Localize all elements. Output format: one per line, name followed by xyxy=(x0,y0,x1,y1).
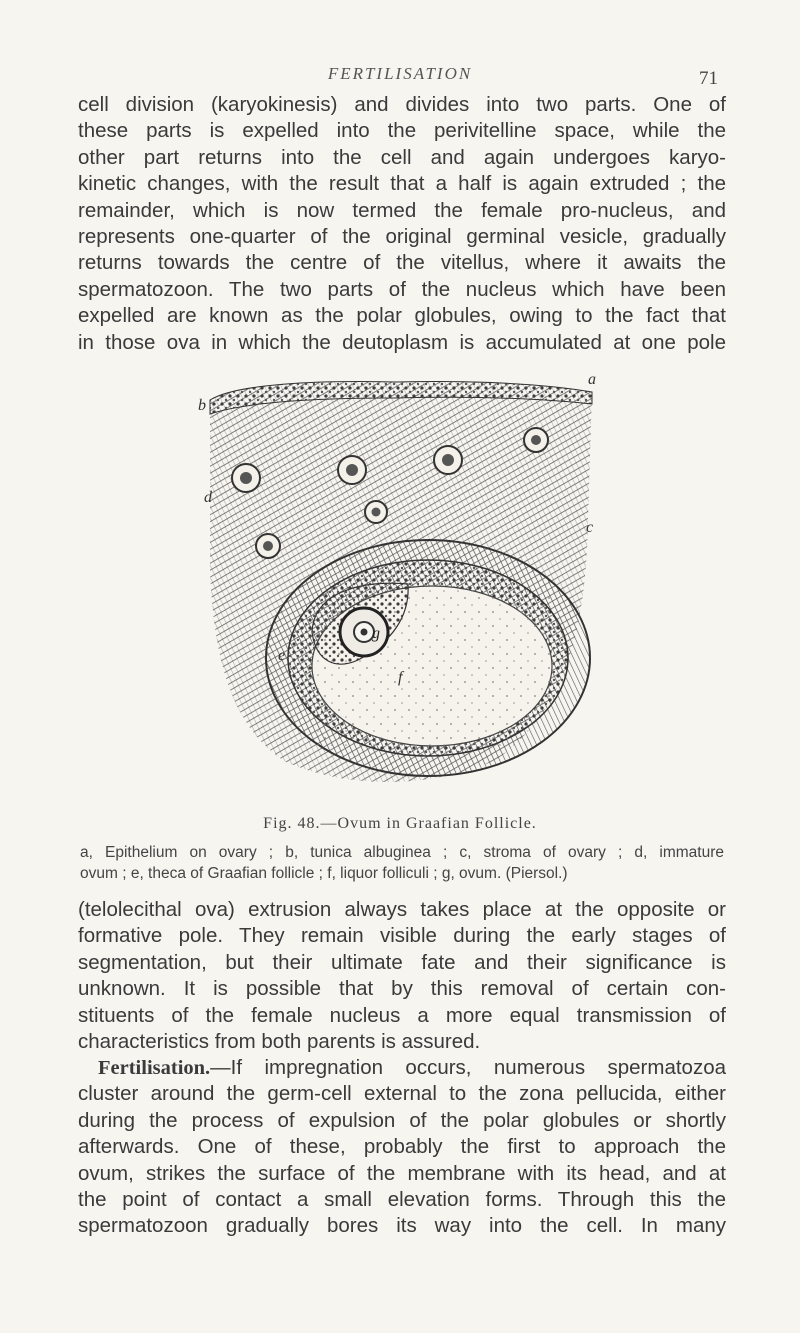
label-d: d xyxy=(204,489,212,506)
legend-line: a, Epithelium on ovary ; b, tunica albuginea ; c, stroma of ovary ; d, immature xyxy=(80,844,724,861)
text-line: the point of contact a small elevation forms. Through this the xyxy=(78,1188,726,1212)
label-a: a xyxy=(588,371,596,388)
text-line: segmentation, but their ultimate fate and their significance is xyxy=(78,950,726,974)
text-line: returns towards the centre of the vitellus, where it awaits the xyxy=(78,251,726,275)
text-line: other part returns into the cell and again undergoes karyo- xyxy=(78,145,726,169)
page-number: 71 xyxy=(699,68,718,89)
text-line: cluster around the germ-cell external to the zona pellucida, either xyxy=(78,1082,726,1106)
text-line: stituents of the female nucleus a more equal transmission of xyxy=(78,1003,726,1027)
text-line: spermatozoon gradually bores its way into the cell. In many xyxy=(78,1214,726,1238)
paragraph-polar-globules xyxy=(78,92,726,356)
legend-line: ovum ; e, theca of Graafian follicle ; f, liquor folliculi ; g, ovum. (Piersol.) xyxy=(80,865,568,882)
label-c: c xyxy=(586,519,594,536)
text-line: afterwards. One of these, probably the first to approach the xyxy=(78,1135,726,1159)
text-line: characteristics from both parents is assured. xyxy=(78,1030,481,1054)
section-heading: Fertilisation. xyxy=(98,1057,211,1079)
text-line: in those ova in which the deutoplasm is accumulated at one pole xyxy=(78,330,726,354)
paragraph-fertilisation xyxy=(78,1055,726,1240)
running-title: FERTILISATION xyxy=(327,64,473,83)
text-line: ovum, strikes the surface of the membrane with its head, and at xyxy=(78,1161,726,1185)
text-line: kinetic changes, with the result that a half is again extruded ; the xyxy=(78,172,726,196)
text-line xyxy=(78,1055,726,1081)
text-line: formative pole. They remain visible during the early stages of xyxy=(78,924,726,948)
label-g: g xyxy=(372,625,380,642)
figure-legend xyxy=(80,842,724,884)
label-b: b xyxy=(198,397,206,414)
text-line: during the process of expulsion of the polar globules or shortly xyxy=(78,1108,726,1132)
text-line: these parts is expelled into the perivitelline space, while the xyxy=(78,119,726,143)
text-run: —If impregnation occurs, numerous spermatozoa xyxy=(210,1056,726,1079)
label-e: e xyxy=(278,647,286,664)
text-line: remainder, which is now termed the female pro-nucleus, and xyxy=(78,198,726,222)
text-line: expelled are known as the polar globules, owing to the fact that xyxy=(78,304,726,328)
text-line: unknown. It is possible that by this removal of certain con- xyxy=(78,977,726,1001)
paragraph-telolecithal xyxy=(78,897,726,1055)
label-f: f xyxy=(398,669,403,686)
text-line: spermatozoon. The two parts of the nucleus which have been xyxy=(78,277,726,301)
figure-ovum-in-graafian-follicle xyxy=(196,370,606,795)
text-line: cell division (karyokinesis) and divides into two parts. One of xyxy=(78,93,726,116)
text-line: (telolecithal ova) extrusion always takes place at the opposite or xyxy=(78,898,726,921)
ovum-illustration xyxy=(196,370,606,795)
figure-caption-title: Fig. 48.—Ovum in Graafian Follicle. xyxy=(263,815,537,832)
text-line: represents one-quarter of the original germinal vesicle, gradually xyxy=(78,225,726,249)
